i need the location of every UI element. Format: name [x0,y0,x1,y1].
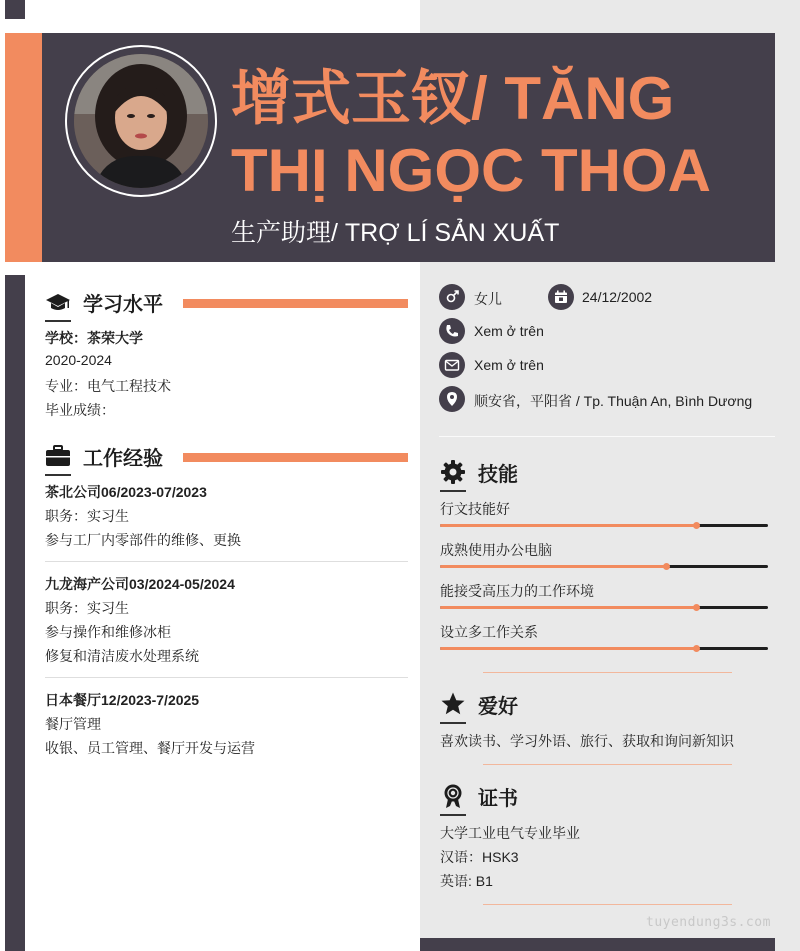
skill-bar [440,606,768,609]
education-title: 学习水平 [83,293,163,316]
skills-title: 技能 [478,463,518,486]
certificate-item: 大学工业电气专业毕业 [440,825,580,841]
skill-bar [440,524,768,527]
job-detail: 职务：实习生 [45,600,129,616]
job-company: 日本餐厅12/2023-7/2025 [45,692,200,708]
location-pin-icon [439,386,465,412]
school-name: 学校：茶荣大学 [45,330,143,346]
skill-label: 能接受高压力的工作环境 [440,583,594,599]
gender-value: 女儿 [474,291,502,307]
skill-label: 设立多工作关系 [440,624,538,640]
job-detail: 修复和清洁废水处理系统 [45,648,199,664]
address-value: 顺安省，平阳省 / Tp. Thuận An, Bình Dương [474,393,753,409]
hobbies-title: 爱好 [478,695,518,718]
watermark: tuyendung3s.com [646,915,771,930]
education-title-bar [183,299,408,308]
graduation-cap-icon [45,289,71,315]
phone-icon [439,318,465,344]
job-detail: 收银、员工管理、餐厅开发与运营 [45,740,255,756]
certificates-divider [483,904,732,905]
briefcase-icon [45,443,71,469]
school-major: 专业：电气工程技术 [45,378,171,394]
job-detail: 职务：实习生 [45,508,129,524]
job-detail: 参与操作和维修冰柜 [45,624,171,640]
bottom-decor-bar [420,938,775,951]
job-detail: 参与工厂内零部件的维修、更换 [45,532,241,548]
experience-title-bar [183,453,408,462]
avatar [65,45,217,197]
job-title: 生产助理/ TRỢ LÍ SẢN XUẤT [231,219,560,247]
skill-bar [440,647,768,650]
certificate-item: 汉语：HSK3 [440,849,519,865]
gender-icon [439,284,465,310]
candidate-name: 增式玉钗/ TĂNG THỊ NGỌC THOA [231,65,711,204]
calendar-icon [548,284,574,310]
hobbies-text: 喜欢读书、学习外语、旅行、获取和询问新知识 [440,733,734,749]
header-accent-stripe [5,33,42,262]
school-years: 2020-2024 [45,352,112,368]
profile-photo [74,54,208,188]
education-section-header [45,286,163,318]
star-icon [440,691,466,717]
certificate-item: 英语: B1 [440,873,493,889]
job-divider [45,677,408,678]
experience-title: 工作经验 [83,447,163,470]
skill-bar [440,565,768,568]
job-detail: 餐厅管理 [45,716,101,732]
birthday-value: 24/12/2002 [582,289,653,305]
job-company: 九龙海产公司03/2024-05/2024 [45,576,235,592]
header-banner [5,33,775,262]
job-divider [45,561,408,562]
phone-value[interactable]: Xem ở trên [474,323,544,339]
certificates-title: 证书 [478,787,518,810]
award-icon [440,783,466,809]
certificates-section-header [440,780,518,812]
skills-divider [483,672,732,673]
skills-section-header [440,456,518,488]
contact-divider [439,436,775,437]
experience-section-header [45,440,163,472]
school-grade: 毕业成绩： [45,402,115,418]
job-company: 茶北公司06/2023-07/2023 [45,484,207,500]
hobbies-divider [483,764,732,765]
gear-icon [440,459,466,485]
hobbies-section-header [440,688,518,720]
skill-label: 成熟使用办公电脑 [440,542,552,558]
skill-label: 行文技能好 [440,501,510,517]
mail-icon [439,352,465,378]
email-value[interactable]: Xem ở trên [474,357,544,373]
left-decor-strip [5,275,25,951]
top-decor-block [5,0,25,19]
